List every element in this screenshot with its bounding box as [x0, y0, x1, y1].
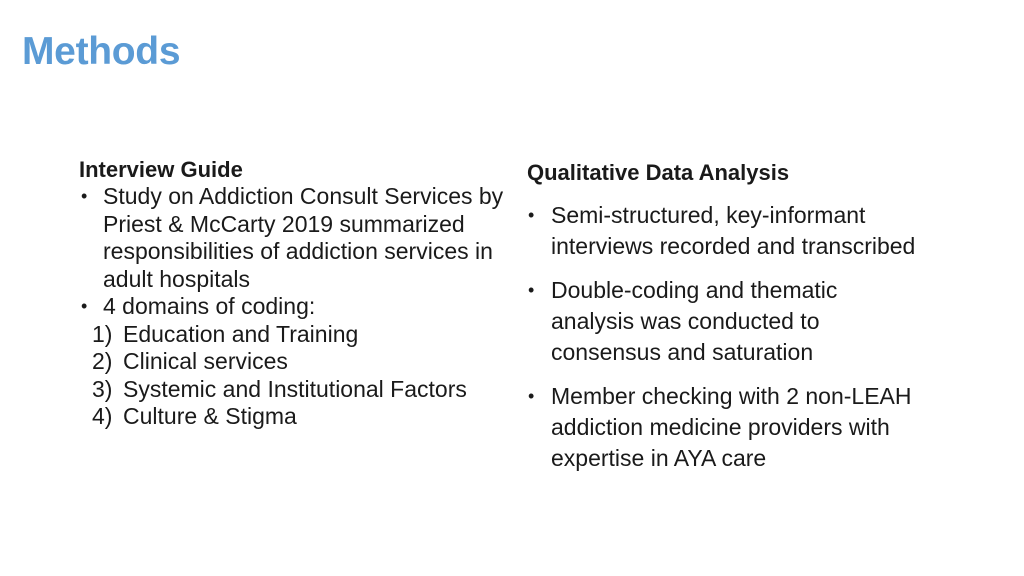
domain-number: 2) — [92, 348, 113, 374]
interview-guide-list — [79, 183, 519, 321]
domain-number: 4) — [92, 403, 113, 429]
interview-guide-heading: Interview Guide — [79, 157, 243, 182]
domain-item — [79, 321, 519, 349]
list-item: • Double-coding and thematic analysis was conducted to consensus and saturation — [527, 275, 917, 368]
slide-title: Methods — [22, 30, 181, 73]
domains-label: 4 domains of coding: — [103, 293, 316, 319]
qualitative-analysis-heading: Qualitative Data Analysis — [527, 160, 790, 185]
domain-label: Education and Training — [123, 320, 359, 347]
domain-number: 3) — [92, 375, 113, 402]
list-item — [79, 293, 519, 321]
domain-label: Clinical services — [123, 348, 288, 374]
domain-label: Systemic and Institutional Factors — [123, 375, 467, 402]
qualitative-analysis-section — [527, 158, 917, 487]
domain-item — [79, 403, 519, 431]
list-item: • Study on Addiction Consult Services by Priest & McCarty 2019 summarized responsibilities of addiction services in adult hospitals — [79, 183, 519, 293]
domain-label: Culture & Stigma — [123, 403, 297, 429]
coding-domains-list — [79, 321, 519, 431]
qualitative-analysis-list — [527, 200, 917, 474]
domain-number: 1) — [92, 320, 113, 347]
list-item: • Member checking with 2 non-LEAH addiction medicine providers with expertise in AYA care — [527, 381, 917, 474]
interview-guide-section — [79, 156, 519, 431]
domain-item — [79, 376, 519, 404]
domain-item — [79, 348, 519, 376]
list-item: • Semi-structured, key-informant interviews recorded and transcribed — [527, 200, 917, 262]
